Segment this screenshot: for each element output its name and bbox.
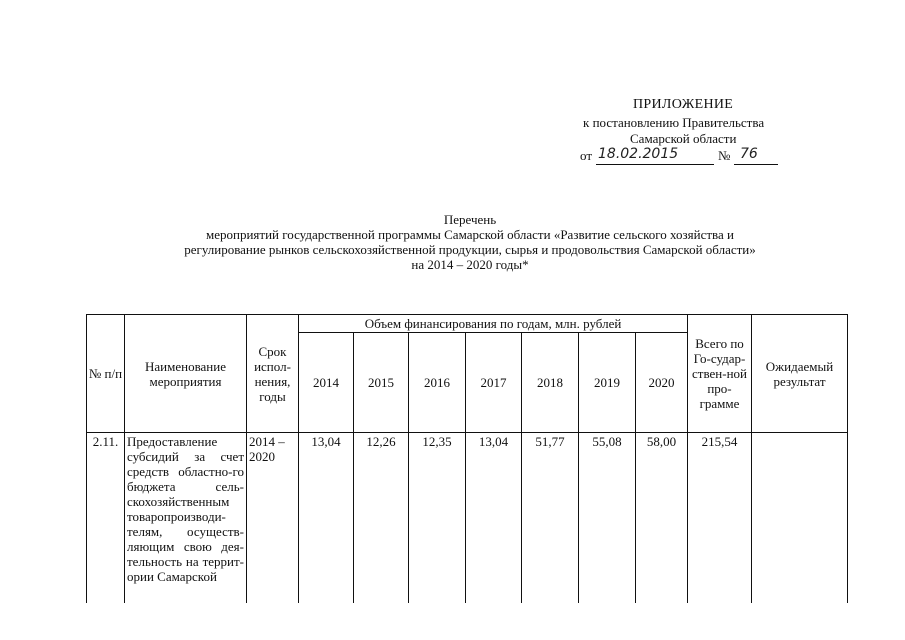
- table-row: [87, 433, 848, 603]
- header-year-2016: 2016: [409, 333, 466, 433]
- row-value-2020: 58,00: [636, 433, 688, 603]
- row-name: Предоставление субсидий за счет средств областно-го бюджета сель-скохозяйственным товаропроизводи-телям, осуществ-ляющим свою дея-тельность на террит-ории Самарской: [125, 433, 247, 603]
- number-underline: [734, 148, 778, 165]
- header-year-2019: 2019: [579, 333, 636, 433]
- title-line-2: мероприятий государственной программы Самарской области «Развитие сельского хозяйства и: [206, 227, 734, 242]
- header-num: № п/п: [87, 315, 125, 433]
- title-line-4: на 2014 – 2020 годы*: [411, 257, 529, 272]
- appendix-region-line: Самарской области: [630, 131, 737, 146]
- row-result: [752, 433, 848, 603]
- row-value-2018: 51,77: [522, 433, 579, 603]
- handwritten-number: 76: [740, 146, 758, 162]
- appendix-decree-line: к постановлению Правительства: [583, 115, 765, 130]
- header-term: Срок испол-нения, годы: [247, 315, 299, 433]
- title-line-3: регулирование рынков сельскохозяйственной продукции, сырья и продовольствия Самарской области»: [184, 242, 756, 257]
- row-value-2016: 12,35: [409, 433, 466, 603]
- header-total: Всего по Го-судар-ствен-ной про-грамме: [688, 315, 752, 433]
- header-year-2018: 2018: [522, 333, 579, 433]
- appendix-date-row: [580, 148, 800, 168]
- appendix-title: ПРИЛОЖЕНИЕ: [633, 97, 734, 112]
- row-term: 2014 – 2020: [247, 433, 299, 603]
- handwritten-date: 18.02.2015: [598, 146, 679, 162]
- document-title: [100, 212, 840, 272]
- number-prefix: №: [718, 148, 731, 163]
- date-underline: [596, 148, 714, 165]
- header-result: Ожидаемый результат: [752, 315, 848, 433]
- row-value-2015: 12,26: [354, 433, 409, 603]
- header-funding: Объем финансирования по годам, млн. рублей: [299, 315, 688, 333]
- header-year-2014: 2014: [299, 333, 354, 433]
- date-prefix: от: [580, 148, 593, 163]
- header-name: Наименование мероприятия: [125, 315, 247, 433]
- row-total: 215,54: [688, 433, 752, 603]
- header-year-2017: 2017: [466, 333, 522, 433]
- row-value-2019: 55,08: [579, 433, 636, 603]
- row-num: 2.11.: [87, 433, 125, 603]
- measures-table: [86, 314, 848, 603]
- title-line-1: Перечень: [443, 212, 497, 227]
- row-value-2017: 13,04: [466, 433, 522, 603]
- header-year-2020: 2020: [636, 333, 688, 433]
- row-value-2014: 13,04: [299, 433, 354, 603]
- header-year-2015: 2015: [354, 333, 409, 433]
